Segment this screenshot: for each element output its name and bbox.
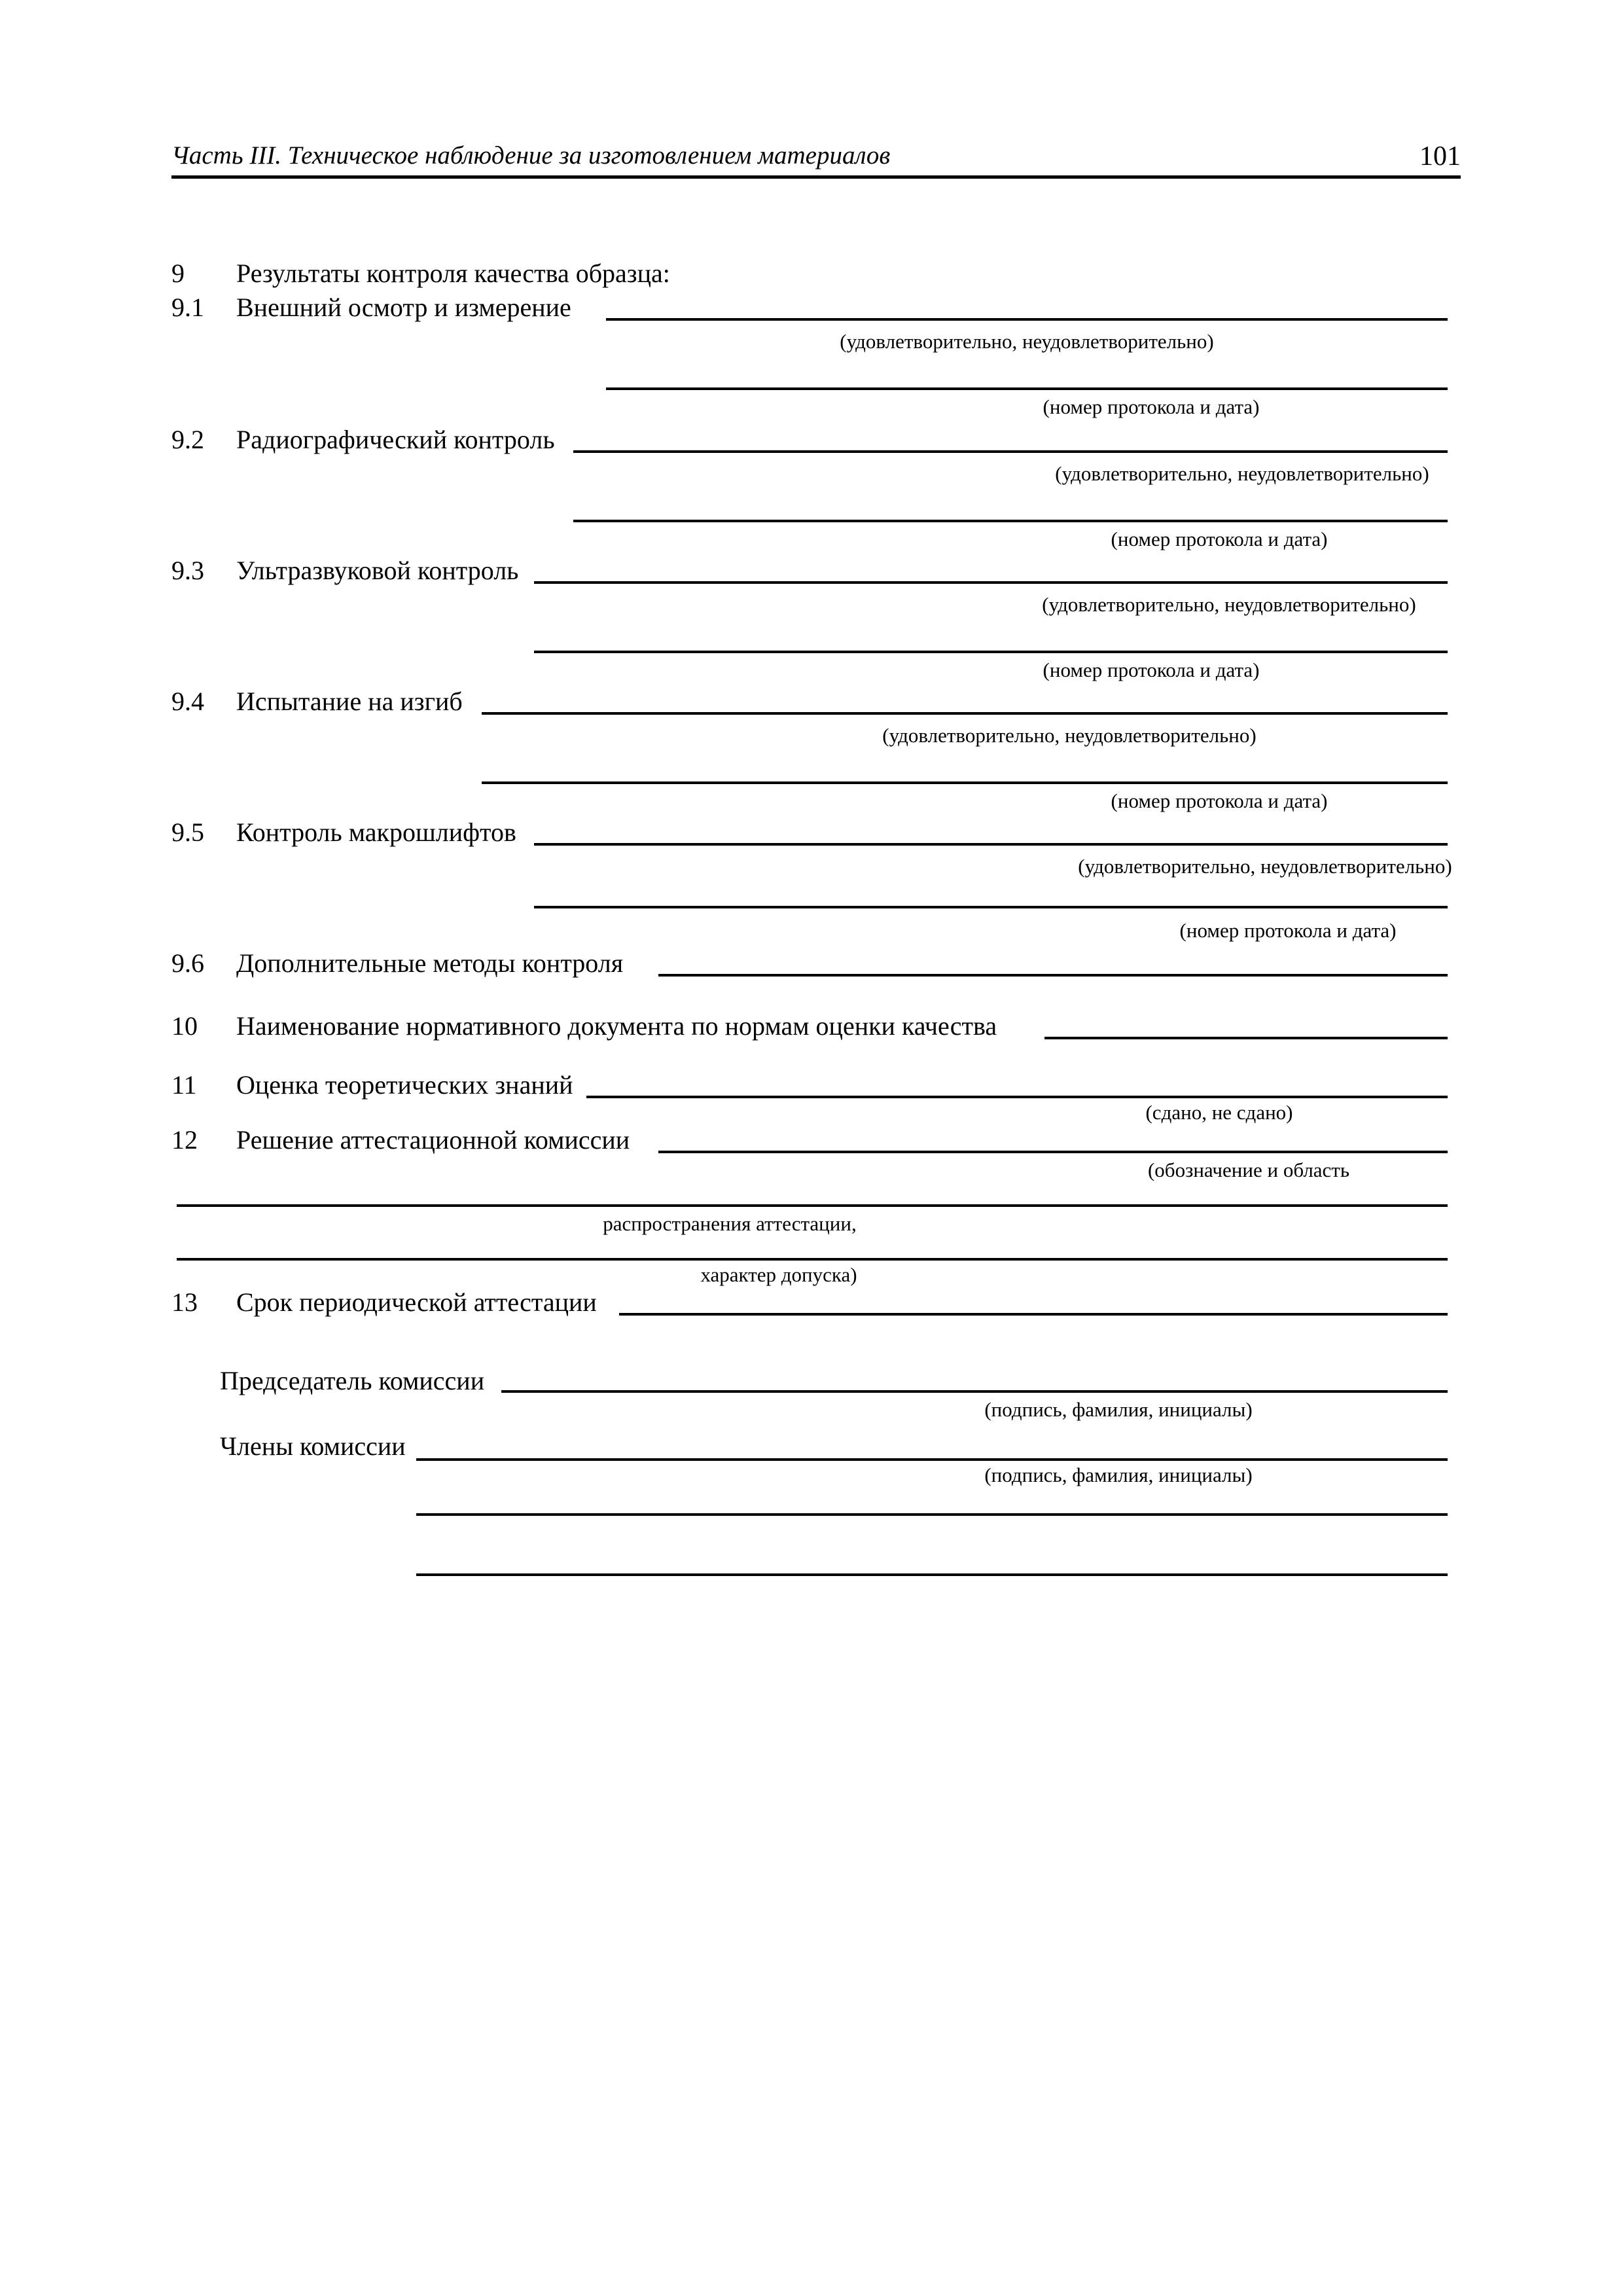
item-12-field-3[interactable] bbox=[177, 1258, 1448, 1261]
item-11-field[interactable] bbox=[586, 1096, 1448, 1098]
item-9-5-protocol-hint: (номер протокола и дата) bbox=[1179, 919, 1397, 942]
item-11-label: Оценка теоретических знаний bbox=[236, 1070, 573, 1100]
item-12-hint-1: (обозначение и область bbox=[1147, 1158, 1349, 1181]
chairman-label: Председатель комиссии bbox=[220, 1366, 485, 1395]
item-9-3-result-field[interactable] bbox=[534, 581, 1448, 584]
item-12-hint-2: распространения аттестации, bbox=[603, 1212, 857, 1235]
item-9-3-protocol-field[interactable] bbox=[534, 651, 1448, 653]
item-12-field[interactable] bbox=[658, 1151, 1448, 1153]
item-9-6-field[interactable] bbox=[658, 974, 1448, 977]
item-9-5-number: 9.5 bbox=[171, 817, 204, 847]
item-9-1-label: Внешний осмотр и измерение bbox=[236, 293, 571, 322]
item-9-5-result-field[interactable] bbox=[534, 843, 1448, 846]
members-label: Члены комиссии bbox=[220, 1431, 406, 1461]
item-9-2-result-field[interactable] bbox=[573, 450, 1448, 453]
item-9-3-label: Ультразвуковой контроль bbox=[236, 556, 519, 585]
item-9-4-result-field[interactable] bbox=[482, 712, 1448, 715]
members-hint: (подпись, фамилия, инициалы) bbox=[984, 1463, 1253, 1486]
item-9-1-protocol-hint: (номер протокола и дата) bbox=[1043, 395, 1260, 418]
chairman-signature-field[interactable] bbox=[501, 1390, 1448, 1393]
item-9-3-result-hint: (удовлетворительно, неудовлетворительно) bbox=[1042, 593, 1416, 616]
item-10-number: 10 bbox=[171, 1011, 198, 1041]
item-13-number: 13 bbox=[171, 1287, 198, 1317]
item-9-6-number: 9.6 bbox=[171, 948, 204, 978]
item-10-label: Наименование нормативного документа по нормам оценки качества bbox=[236, 1011, 997, 1041]
item-9-1-result-field[interactable] bbox=[606, 318, 1448, 321]
item-12-number: 12 bbox=[171, 1125, 198, 1155]
item-12-label: Решение аттестационной комиссии bbox=[236, 1125, 630, 1155]
item-9-2-result-hint: (удовлетворительно, неудовлетворительно) bbox=[1055, 462, 1429, 485]
item-10-field[interactable] bbox=[1044, 1037, 1448, 1039]
item-13-label: Срок периодической аттестации bbox=[236, 1287, 597, 1317]
header-rule bbox=[171, 175, 1461, 179]
item-9-2-number: 9.2 bbox=[171, 425, 204, 454]
page-number: 101 bbox=[1419, 141, 1461, 171]
item-12-field-2[interactable] bbox=[177, 1204, 1448, 1207]
item-9-4-result-hint: (удовлетворительно, неудовлетворительно) bbox=[882, 724, 1257, 747]
item-11-hint: (сдано, не сдано) bbox=[1145, 1101, 1293, 1124]
item-9-1-protocol-field[interactable] bbox=[606, 387, 1448, 390]
item-11-number: 11 bbox=[171, 1070, 197, 1100]
item-9-6-label: Дополнительные методы контроля bbox=[236, 948, 624, 978]
member-signature-field-3[interactable] bbox=[416, 1573, 1448, 1576]
item-9-4-label: Испытание на изгиб bbox=[236, 687, 463, 716]
section-9-number: 9 bbox=[171, 259, 185, 288]
item-9-3-number: 9.3 bbox=[171, 556, 204, 585]
item-9-3-protocol-hint: (номер протокола и дата) bbox=[1043, 658, 1260, 681]
item-12-hint-3: характер допуска) bbox=[700, 1263, 857, 1286]
item-9-5-label: Контроль макрошлифтов bbox=[236, 817, 516, 847]
section-9-title: Результаты контроля качества образца: bbox=[236, 259, 670, 288]
member-signature-field-1[interactable] bbox=[416, 1458, 1448, 1461]
item-9-1-number: 9.1 bbox=[171, 293, 204, 322]
item-9-2-protocol-field[interactable] bbox=[573, 520, 1448, 522]
item-9-5-result-hint: (удовлетворительно, неудовлетворительно) bbox=[1078, 855, 1452, 878]
item-9-4-protocol-field[interactable] bbox=[482, 781, 1448, 784]
item-9-2-label: Радиографический контроль bbox=[236, 425, 555, 454]
item-9-1-result-hint: (удовлетворительно, неудовлетворительно) bbox=[840, 330, 1214, 353]
item-9-4-protocol-hint: (номер протокола и дата) bbox=[1111, 789, 1328, 812]
member-signature-field-2[interactable] bbox=[416, 1513, 1448, 1516]
item-9-2-protocol-hint: (номер протокола и дата) bbox=[1111, 528, 1328, 550]
item-9-4-number: 9.4 bbox=[171, 687, 204, 716]
running-header: Часть III. Техническое наблюдение за изготовлением материалов bbox=[171, 141, 891, 170]
item-9-5-protocol-field[interactable] bbox=[534, 906, 1448, 908]
chairman-hint: (подпись, фамилия, инициалы) bbox=[984, 1398, 1253, 1421]
item-13-field[interactable] bbox=[619, 1313, 1448, 1316]
